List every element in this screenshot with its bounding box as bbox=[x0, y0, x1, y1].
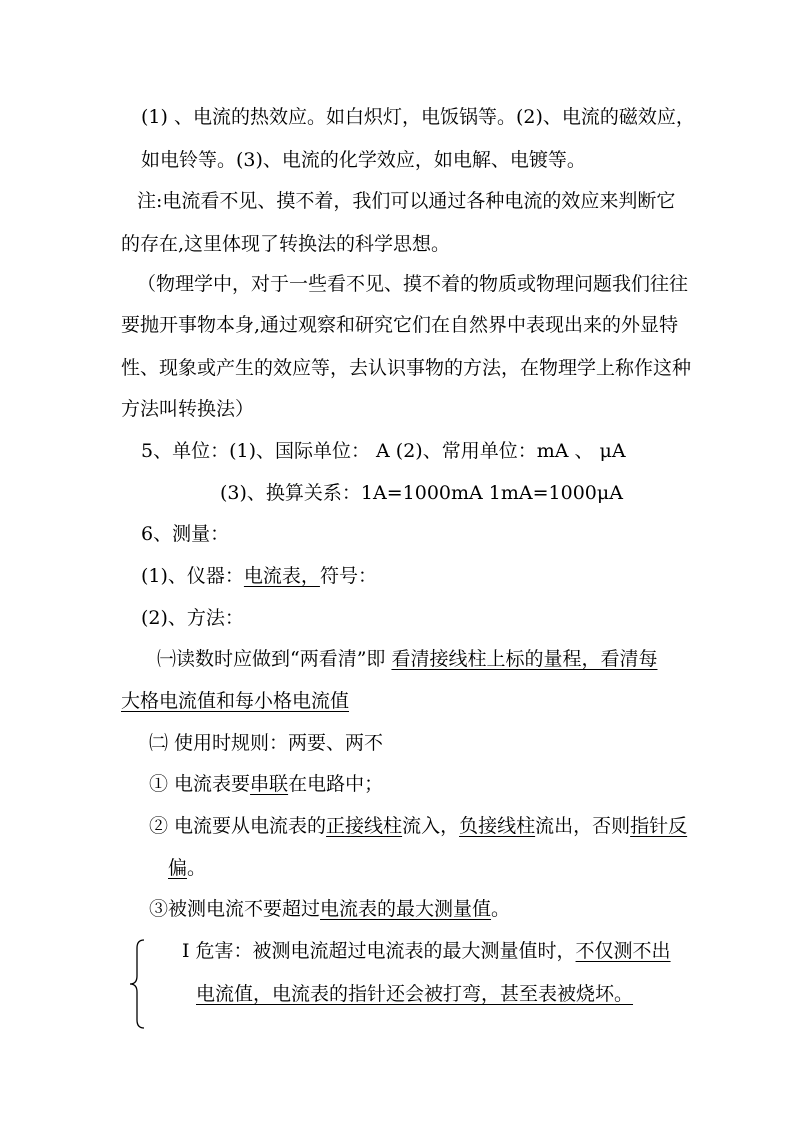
rule-series-a: ① 电流表要 bbox=[149, 773, 251, 795]
line-rule-series bbox=[149, 772, 383, 796]
line-rule-polarity bbox=[149, 814, 687, 838]
line-units: 5、单位：(1)、国际单位： A (2)、常用单位：mA 、 μA bbox=[141, 440, 626, 462]
line-rule-polarity-cont bbox=[168, 856, 206, 880]
hazard-detail: 不仅测不出 bbox=[575, 940, 671, 962]
polarity-b: 流入， bbox=[402, 815, 460, 837]
polarity-reverse-cont: 偏 bbox=[168, 857, 188, 879]
polarity-c: 流出，否则 bbox=[535, 815, 631, 837]
line-conversion-2: 要抛开事物本身,通过观察和研究它们在自然界中表现出来的外显特 bbox=[121, 314, 679, 336]
line-rule-max bbox=[149, 897, 510, 921]
line-instrument bbox=[141, 564, 377, 588]
line-conversion-4: 方法叫转换法） bbox=[121, 398, 255, 420]
rule-series-key: 串联 bbox=[250, 773, 289, 795]
polarity-reverse: 指针反 bbox=[630, 815, 688, 837]
reading-rule-detail-cont: 大格电流值和每小格电流值 bbox=[121, 690, 350, 712]
line-measurement-heading: 6、测量： bbox=[141, 523, 230, 545]
reading-rule-detail: 看清接线柱上标的量程，看清每 bbox=[391, 648, 658, 670]
rule-max-b: 。 bbox=[491, 898, 511, 920]
line-note: 注:电流看不见、摸不着，我们可以通过各种电流的效应来判断它 bbox=[137, 190, 676, 212]
instrument-label: (1)、仪器： bbox=[141, 565, 244, 587]
polarity-end: 。 bbox=[187, 857, 207, 879]
line-reading-rule-cont bbox=[121, 689, 349, 713]
line-heat-effect: (1) 、电流的热效应。如白炽灯，电饭锅等。(2)、电流的磁效应， bbox=[141, 106, 695, 128]
reading-rule-text: ㈠读数时应做到“两看清”即 bbox=[157, 648, 392, 670]
line-note-cont: 的存在,这里体现了转换法的科学思想。 bbox=[121, 233, 451, 255]
line-chemical-effect: 如电铃等。(3)、电流的化学效应，如电解、电镀等。 bbox=[141, 149, 586, 171]
polarity-positive: 正接线柱 bbox=[326, 815, 403, 837]
line-conversion-1: （物理学中，对于一些看不见、摸不着的物质或物理问题我们往往 bbox=[137, 273, 689, 295]
line-method: (2)、方法： bbox=[141, 607, 244, 629]
curly-brace-icon bbox=[128, 938, 148, 1030]
instrument-ammeter: 电流表， bbox=[243, 565, 320, 587]
line-conversion-3: 性、现象或产生的效应等，去认识事物的方法，在物理学上称作这种 bbox=[121, 357, 692, 379]
line-hazard bbox=[182, 939, 671, 963]
line-unit-conversion: (3)、换算关系：1A=1000mA 1mA=1000μA bbox=[220, 482, 623, 504]
polarity-negative: 负接线柱 bbox=[459, 815, 536, 837]
hazard-detail-cont: 电流值，电流表的指针还会被打弯，甚至表被烧坏。 bbox=[196, 983, 634, 1005]
rule-max-key: 电流表的最大测量值 bbox=[320, 898, 492, 920]
rule-max-a: ③被测电流不要超过 bbox=[149, 898, 321, 920]
rule-series-b: 在电路中； bbox=[288, 773, 384, 795]
line-hazard-cont bbox=[196, 982, 633, 1006]
instrument-symbol: 符号： bbox=[319, 565, 377, 587]
hazard-text: Ⅰ 危害：被测电流超过电流表的最大测量值时， bbox=[182, 940, 576, 962]
line-reading-rule bbox=[157, 647, 657, 671]
line-usage-rules: ㈡ 使用时规则：两要、两不 bbox=[149, 732, 384, 754]
polarity-a: ② 电流要从电流表的 bbox=[149, 815, 327, 837]
